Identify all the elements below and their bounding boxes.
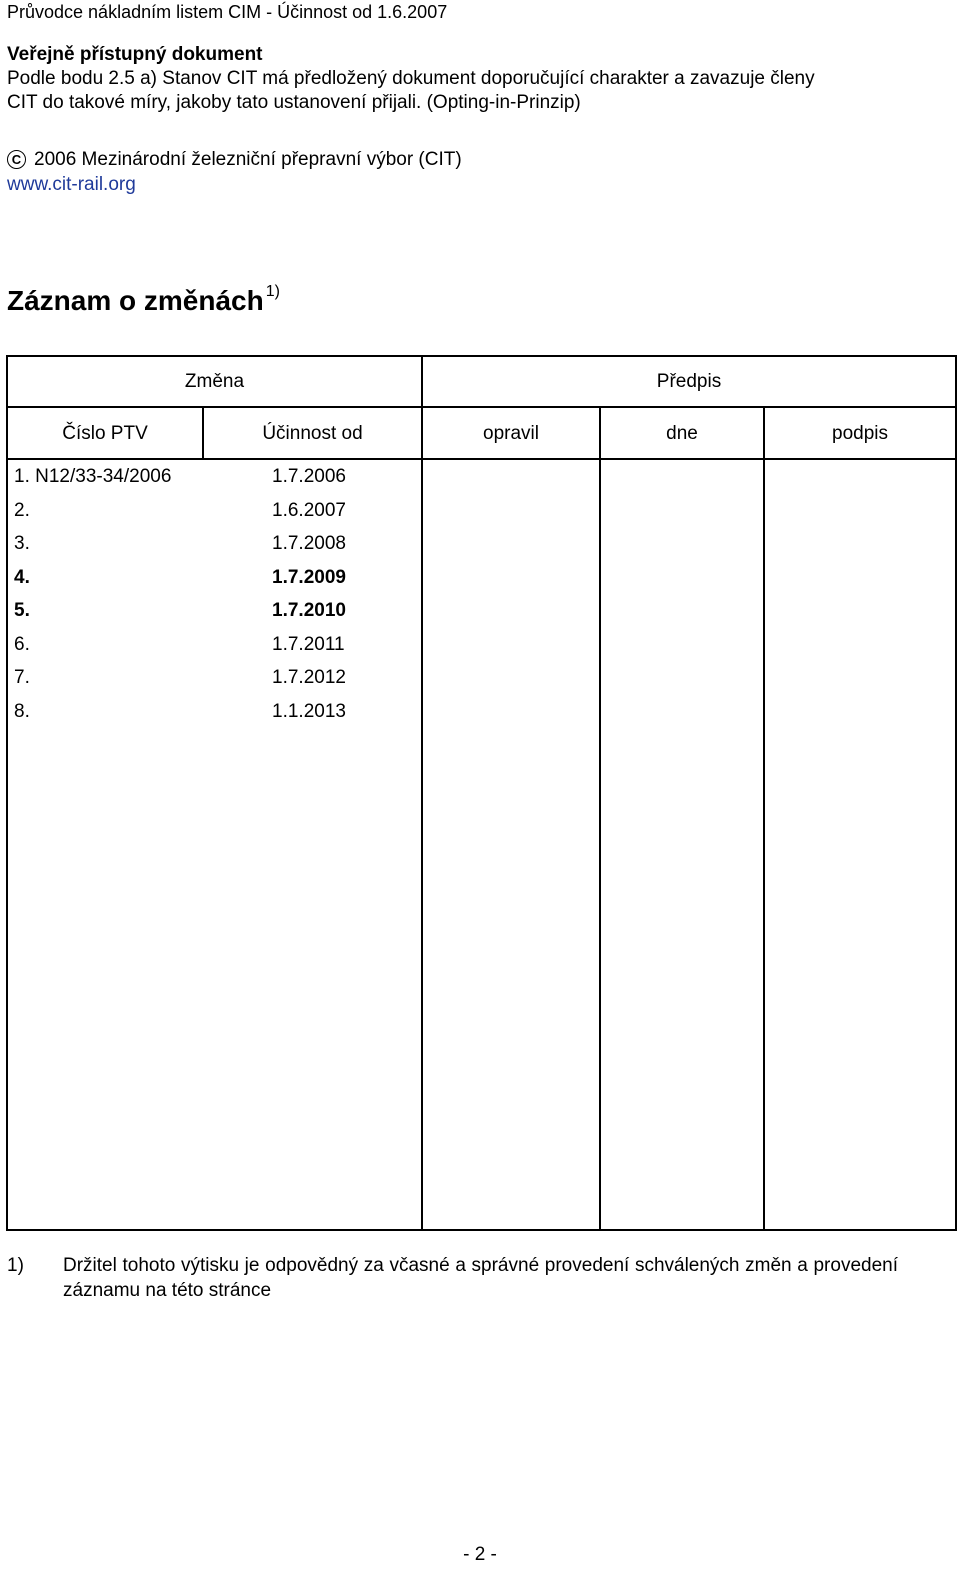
table-row-7-effective: 1.7.2012 [272, 667, 346, 688]
table-divider-header [6, 458, 957, 460]
column-header-ptv-number: Číslo PTV [62, 423, 148, 444]
table-border-top [6, 355, 957, 357]
table-border-right [955, 355, 957, 1231]
table-row-3-effective: 1.7.2008 [272, 533, 346, 554]
public-document-title: Veřejně přístupný dokument [7, 44, 263, 65]
table-row-2-effective: 1.6.2007 [272, 500, 346, 521]
table-row-2-number: 2. [14, 500, 30, 521]
public-document-text-line1: Podle bodu 2.5 a) Stanov CIT má předložený dokument doporučující charakter a zavazuje členy [7, 68, 815, 89]
table-border-left [6, 355, 8, 1231]
table-row-7-number: 7. [14, 667, 30, 688]
table-divider-change-regulation [421, 355, 423, 1231]
table-row-1-number: 1. N12/33-34/2006 [14, 466, 172, 487]
page-number: - 2 - [463, 1544, 497, 1565]
public-document-text-line2: CIT do takové míry, jakoby tato ustanovení přijali. (Opting-in-Prinzip) [7, 92, 581, 113]
table-row-6-number: 6. [14, 634, 30, 655]
table-row-6-effective: 1.7.2011 [272, 634, 345, 655]
table-row-8-effective: 1.1.2013 [272, 701, 346, 722]
record-title-footnote-ref: 1) [265, 283, 280, 300]
column-header-corrected-by: opravil [483, 423, 539, 444]
group-header-change: Změna [184, 371, 245, 392]
copyright-icon: C [7, 150, 26, 169]
table-divider-corrected-date [599, 406, 601, 1231]
record-title [7, 272, 280, 321]
record-title-text: Záznam o změnách [7, 285, 264, 316]
column-header-effective-from: Účinnost od [262, 423, 363, 444]
column-header-signature: podpis [832, 423, 888, 444]
document-header: Průvodce nákladním listem CIM - Účinnost od 1.6.2007 [7, 2, 448, 22]
table-row-3-number: 3. [14, 533, 30, 554]
table-row-4-effective: 1.7.2009 [272, 567, 346, 588]
website-link[interactable]: www.cit-rail.org [7, 174, 136, 195]
table-row-5-effective: 1.7.2010 [272, 600, 346, 621]
table-border-bottom [6, 1229, 957, 1231]
copyright-line [7, 148, 462, 172]
column-header-date: dne [666, 423, 698, 444]
table-row-1-effective: 1.7.2006 [272, 466, 346, 487]
footnote-text: Držitel tohoto výtisku je odpovědný za včasné a správné provedení schválených změn a provedení záznamu na této stránce [63, 1255, 898, 1301]
table-row-4-number: 4. [14, 567, 30, 588]
table-row-8-number: 8. [14, 701, 30, 722]
table-divider-date-signature [763, 406, 765, 1231]
table-divider-group [6, 406, 957, 408]
footnote-marker: 1) [7, 1255, 24, 1276]
copyright-text: 2006 Mezinárodní železniční přepravní výbor (CIT) [34, 149, 462, 170]
table-row-5-number: 5. [14, 600, 30, 621]
group-header-regulation: Předpis [656, 371, 722, 392]
